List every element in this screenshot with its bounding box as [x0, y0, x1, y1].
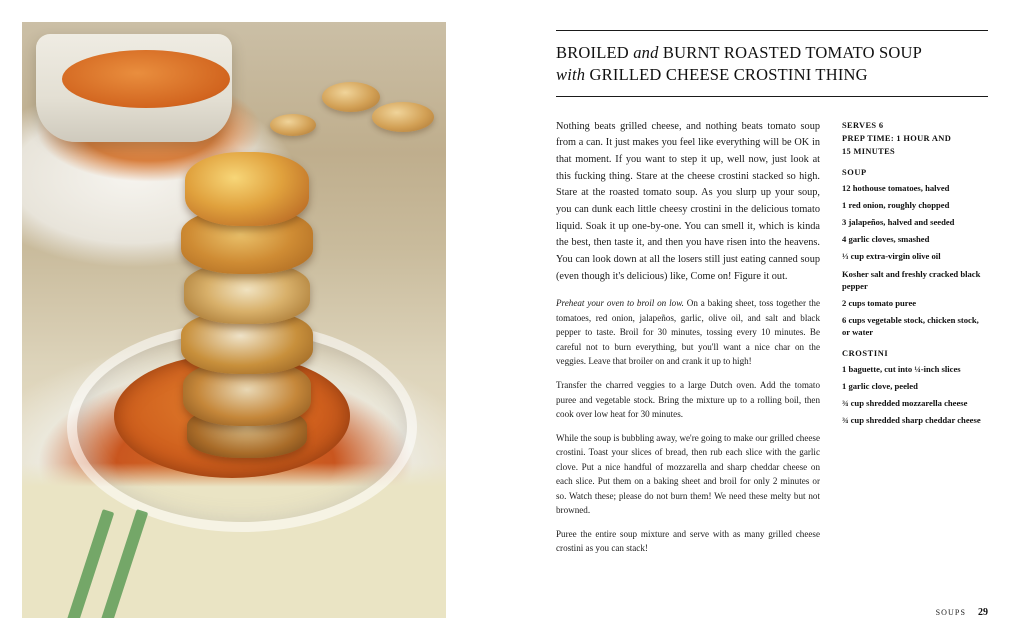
recipe-text-page [556, 30, 988, 610]
footer-page-number: 29 [978, 607, 988, 618]
crock-soup-surface [62, 50, 230, 108]
ingredient-group-heading-crostini: CROSTINI [842, 348, 889, 358]
list-item: Kosher salt and freshly cracked black pepper [842, 268, 981, 291]
crostini-stack [172, 152, 322, 452]
photo-image [22, 22, 446, 618]
list-item: ¾ cup shredded sharp cheddar cheese [842, 415, 981, 426]
page-title [556, 31, 988, 86]
list-item: 3 jalapeños, halved and seeded [842, 216, 955, 227]
soup-crock [36, 34, 232, 142]
list-item: 1 garlic clove, peeled [842, 380, 918, 391]
list-item: 12 hothouse tomatoes, halved [842, 182, 950, 193]
body-column [556, 119, 820, 565]
prep-time-label-line2: 15 MINUTES [842, 146, 896, 156]
step-paragraph [556, 527, 820, 556]
title-line-1 [556, 42, 988, 64]
step-paragraph [556, 378, 820, 422]
list-item: ⅓ cup extra-virgin olive oil [842, 251, 941, 262]
toast-slice [372, 102, 434, 132]
page-footer [936, 607, 988, 618]
title-line-2 [556, 64, 988, 86]
serves-label: SERVES 6 [842, 120, 884, 130]
list-item: 1 baguette, cut into ¼-inch slices [842, 363, 961, 374]
list-item: ¾ cup shredded mozzarella cheese [842, 398, 968, 409]
crostini-layer-top [185, 152, 309, 226]
content-columns [556, 119, 988, 565]
list-item: 2 cups tomato puree [842, 298, 917, 308]
ingredient-group-heading-soup: SOUP [842, 167, 867, 177]
ingredient-list-crostini [842, 363, 988, 427]
ingredients-column [842, 119, 988, 565]
title-emphasis: with [556, 64, 586, 84]
step-lead-in: Preheat your oven to broil on low. [556, 298, 684, 309]
step-text: While the soup is bubbling away, we're going to make our grilled cheese crostini. Toast your slices of bread, then rub each slice with the garlic clove. Put a nice handful of mozzarella and sharp cheddar cheese on each slice. Put them on a baking sheet and broil for only 2 minutes or so. Watch these; please do not burn them! We need these melty but not browned. [556, 432, 820, 516]
toast-slice [270, 114, 316, 136]
footer-section-label: SOUPS [935, 608, 966, 617]
step-text: On a baking sheet, toss together the tomatoes, red onion, jalapeños, garlic, olive oil, and salt and black pepper to taste. Broil for 30 minutes, tossing every 10 minutes. Be careful not to burn everything, but you'll want a nice char on the veggies. Leave that broiler on and crank it up to high! [556, 298, 820, 367]
list-item: 4 garlic cloves, smashed [842, 234, 930, 245]
list-item: 1 red onion, roughly chopped [842, 199, 950, 210]
recipe-photo [22, 22, 446, 618]
step-paragraph [556, 296, 820, 369]
step-text: Puree the entire soup mixture and serve with as many grilled cheese crostini as you can stack! [556, 528, 820, 554]
ingredient-list-soup [842, 182, 988, 339]
prep-time-label-line1: PREP TIME: 1 HOUR AND [842, 133, 952, 143]
title-part: BURNT ROASTED TOMATO SOUP [658, 43, 923, 62]
list-item: 6 cups vegetable stock, chicken stock, or water [842, 315, 979, 338]
title-part: GRILLED CHEESE CROSTINI THING [585, 64, 868, 84]
intro-paragraph: Nothing beats grilled cheese, and nothing beats tomato soup from a can. It just makes you feel like everything will be OK in that moment. If you want to step it up, well now, just look at this fucking thing. Stare at the cheese crostini stacked so high. Stare at the roasted tomato soup. As you slurp up your soup, you can dunk each little cheesy crostini in the delicious tomato liquid. Soak it up one-by-one. You can smell it, which is kinda the best, then taste it, and then you have risen into the heavens. You can look down at all the losers still just eating canned soup (even though it's delicious) like, Come on! Figure it out. [556, 120, 820, 282]
recipe-meta [842, 119, 988, 158]
step-paragraph [556, 431, 820, 518]
title-rule-bottom [556, 96, 988, 97]
toast-slice [322, 82, 380, 112]
title-emphasis: and [633, 43, 659, 62]
title-part: BROILED [556, 43, 634, 62]
step-text: Transfer the charred veggies to a large Dutch oven. Add the tomato puree and vegetable stock. Bring the mixture up to a rolling boil, then cook over low heat for 30 minutes. [556, 379, 820, 420]
